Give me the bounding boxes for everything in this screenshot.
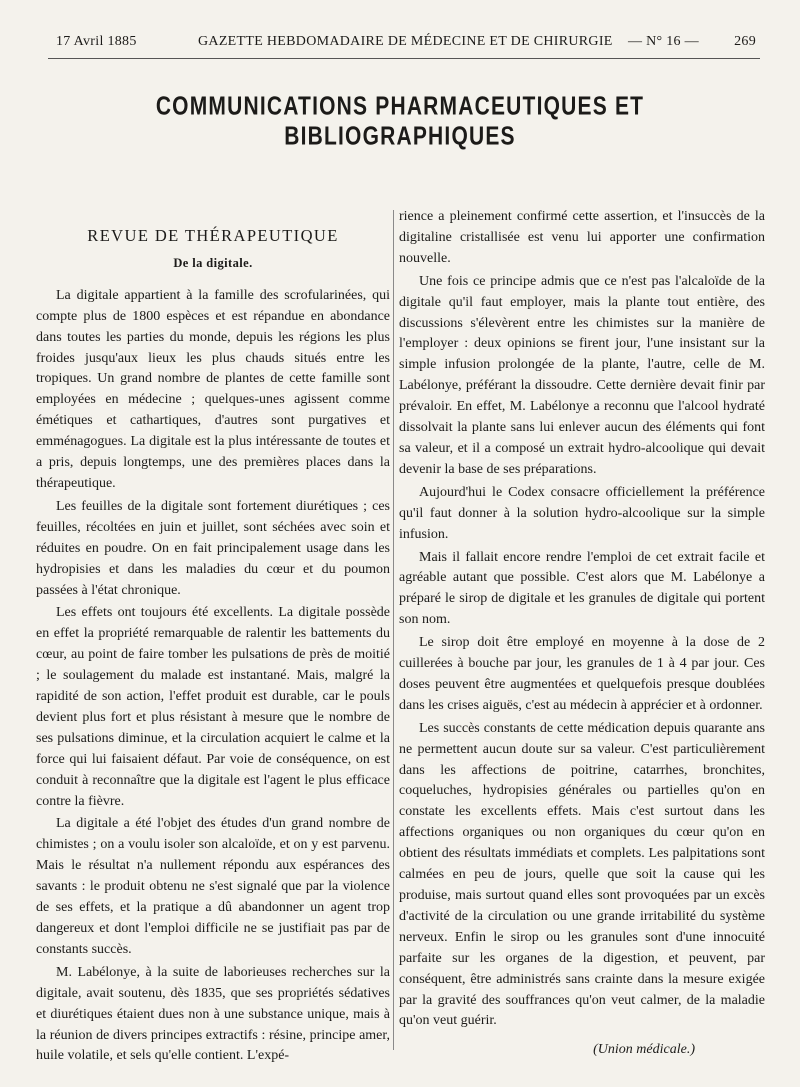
article-title: REVUE DE THÉRAPEUTIQUE: [87, 226, 339, 245]
left-column: [36, 226, 390, 1069]
paragraph: Aujourd'hui le Codex consacre officiellement la préférence qu'il faut donner à la solution hydro-alcoolique sur la simple infusion.: [399, 484, 765, 542]
source-citation: (Union médicale.): [593, 1042, 695, 1058]
header-rule: [48, 58, 760, 59]
paragraph-continuation: rience a pleinement confirmé cette assertion, et l'insuccès de la digitaline cristallisée est venu lui apporter une confirmation nouvelle.: [399, 209, 765, 266]
paragraph: La digitale appartient à la famille des scrofularinées, qui compte plus de 1800 espèces et est répandue en abondance dans toutes les parties du monde, depuis les régions les plus froides jusqu'aux lieux les plus chauds situés entre les tropiques. Un grand nombre de plantes de cette famille sont employées en médecine ; quelques-unes agissent comme émétiques et cathartiques, d'autres sont purgatives et emménagogues. La digitale est la plus intéressante de toutes et a pris, depuis longtemps, une des premières places dans la thérapeutique.: [36, 287, 390, 491]
paragraph: Mais il fallait encore rendre l'emploi de cet extrait facile et agréable autant que possible. C'est alors que M. Labélonye a préparé le sirop de digitale et les granules de digitale qui portent son nom.: [399, 549, 765, 628]
article-subtitle: De la digitale.: [173, 255, 253, 270]
section-title: COMMUNICATIONS PHARMACEUTIQUES ET BIBLIOGRAPHIQUES: [155, 92, 645, 151]
header-issue-number: — N° 16 —: [628, 34, 699, 49]
right-column: [399, 207, 765, 1061]
paragraph: Les succès constants de cette médication depuis quarante ans ne permettent aucun doute sur sa valeur. C'est particulièrement dans les affections de poitrine, catarrhes, bronchites, coqueluches, hydropisies générales ou partielles qu'on en constate les excellents effets. Mais c'est surtout dans les affections organiques ou non organiques du cœur qu'on en obtient des résultats immédiats et complets. Les palpitations sont calmées en peu de jours, quelle que soit la cause qui les produise, mais surtout quand elles sont provoquées par un excès d'activité de la circulation ou une grande irritabilité du système nerveux. Enfin le sirop ou les granules sont d'une innocuité parfaite sur les organes de la digestion, et peuvent, par conséquent, être administrés sans crainte dans la mesure exigée par la gravité des souffrances qu'on veut calmer, de la maladie qu'on veut guérir.: [399, 720, 765, 1029]
paragraph: Les feuilles de la digitale sont fortement diurétiques ; ces feuilles, récoltées en juin et juillet, sont séchées avec soin et réduites en poudre. On en fait principalement usage dans les hydropisies et dans les maladies du cœur et du poumon passées à l'état chronique.: [36, 498, 390, 598]
paragraph: M. Labélonye, à la suite de laborieuses recherches sur la digitale, avait soutenu, dès 1835, que ses propriétés sédatives et diurétiques étaient dues non à une substance unique, mais à la réunion de divers principes extractifs : résine, principe amer, huile volatile, et sels qu'elle contient. L'expé-: [36, 964, 390, 1064]
running-head: [40, 34, 760, 56]
header-date: 17 Avril 1885: [56, 34, 137, 49]
paragraph: Le sirop doit être employé en moyenne à la dose de 2 cuillerées à bouche par jour, les granules de 1 à 4 par jour. Ces doses peuvent être augmentées et quelquefois presque doublées dans les crises aiguës, c'est au médecin à apprécier et à ordonner.: [399, 635, 765, 713]
column-divider: [393, 210, 394, 1050]
header-page-number: 269: [734, 34, 756, 49]
paragraph: La digitale a été l'objet des études d'un grand nombre de chimistes ; on a voulu isoler son alcaloïde, et on y est parvenu. Mais le résultat n'a nullement répondu aux espérances des savants : le produit obtenu ne s'est signalé que par la violence de ses effets, et la pratique a dû abandonner un agent trop dangereux et dont l'emploi difficile ne se justifiait pas par de constants succès.: [36, 816, 390, 957]
header-journal-title: GAZETTE HEBDOMADAIRE DE MÉDECINE ET DE CHIRURGIE: [198, 34, 613, 49]
paragraph: Les effets ont toujours été excellents. La digitale possède en effet la propriété remarquable de ralentir les battements du cœur, au point de faire tomber les pulsations de près de moitié ; le soulagement du malade est instantané. Mais, malgré la rapidité de son action, l'effet produit est durable, car le pouls devient plus fort et plus résistant à mesure que le nombre de ses pulsations diminue, et la circulation acquiert le calme et la force qui lui faisaient défaut. Par voie de conséquence, on est conduit à reconnaître que la digitale est l'agent le plus efficace contre la fièvre.: [36, 605, 390, 809]
paragraph: Une fois ce principe admis que ce n'est pas l'alcaloïde de la digitale qu'il faut employer, mais la plante tout entière, des discussions s'élevèrent entre les chimistes sur la manière de l'employer : deux opinions se firent jour, l'une insistant sur la simple infusion prolongée de la plante, l'autre, celle de M. Labélonye, préférant la dissoudre. Cette dernière devait finir par prévaloir. En effet, M. Labélonye a reconnu que l'alcool hydraté dissolvait la plante sans lui enlever aucun des éléments qui font sa valeur, et il a composé un extrait hydro-alcoolique qui devait devenir la base de ses préparations.: [399, 273, 765, 477]
